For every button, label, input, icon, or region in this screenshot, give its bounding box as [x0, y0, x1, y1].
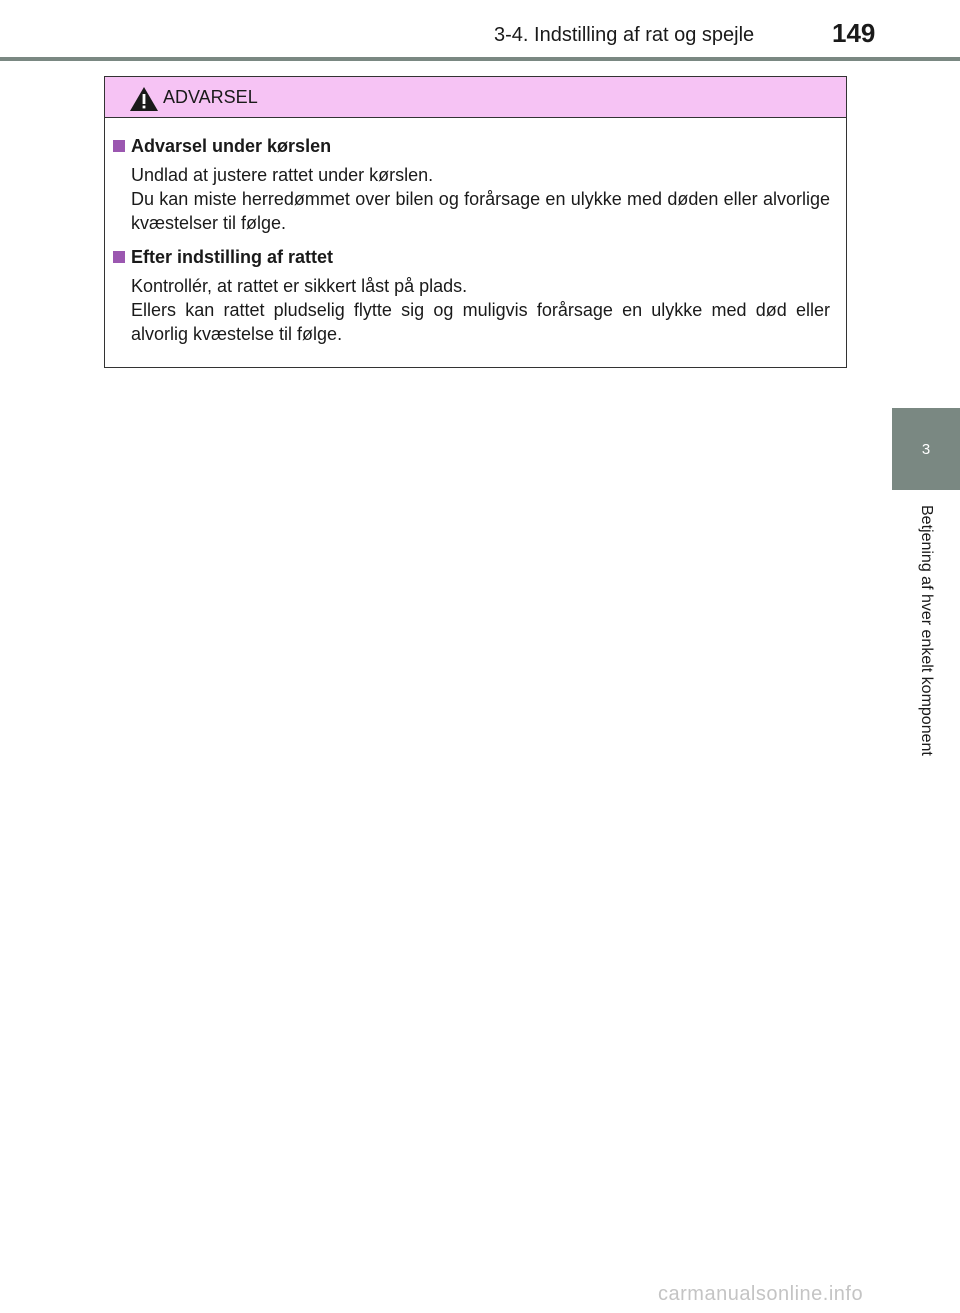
- watermark: carmanualsonline.info: [658, 1283, 864, 1305]
- section-title: 3-4. Indstilling af rat og spejle: [494, 24, 755, 46]
- chapter-number: 3: [921, 440, 931, 458]
- warning-item-heading-text: Efter indstilling af rattet: [131, 247, 334, 267]
- page-number: 149: [832, 18, 876, 48]
- warning-item-text: [113, 163, 830, 235]
- warning-item: [113, 134, 830, 235]
- warning-item: [113, 245, 830, 346]
- warning-item-text: [113, 274, 830, 346]
- warning-triangle-icon: [129, 86, 159, 112]
- warning-item-line: Ellers kan rattet pludselig flytte sig og muligvis forårsage en ulykke med død eller alvorlig kvæstelse til følge.: [131, 300, 830, 344]
- chapter-tab: [892, 408, 960, 490]
- chapter-label: Betjening af hver enkelt komponent: [918, 505, 935, 756]
- warning-box: [104, 76, 847, 368]
- warning-header: [105, 77, 846, 118]
- square-bullet-icon: [113, 251, 125, 263]
- warning-item-heading-text: Advarsel under kørslen: [131, 136, 332, 156]
- warning-item-line: Kontrollér, at rattet er sikkert låst på plads.: [131, 276, 468, 296]
- warning-item-line: Du kan miste herredømmet over bilen og forårsage en ulykke med døden eller alvorlige kvæstelser til følge.: [131, 189, 830, 233]
- warning-title: ADVARSEL: [163, 87, 258, 107]
- square-bullet-icon: [113, 140, 125, 152]
- warning-body: [105, 118, 846, 346]
- warning-item-line: Undlad at justere rattet under kørslen.: [131, 165, 434, 185]
- header-rule: [0, 57, 960, 61]
- warning-item-heading: [113, 134, 830, 158]
- warning-item-heading: [113, 245, 830, 269]
